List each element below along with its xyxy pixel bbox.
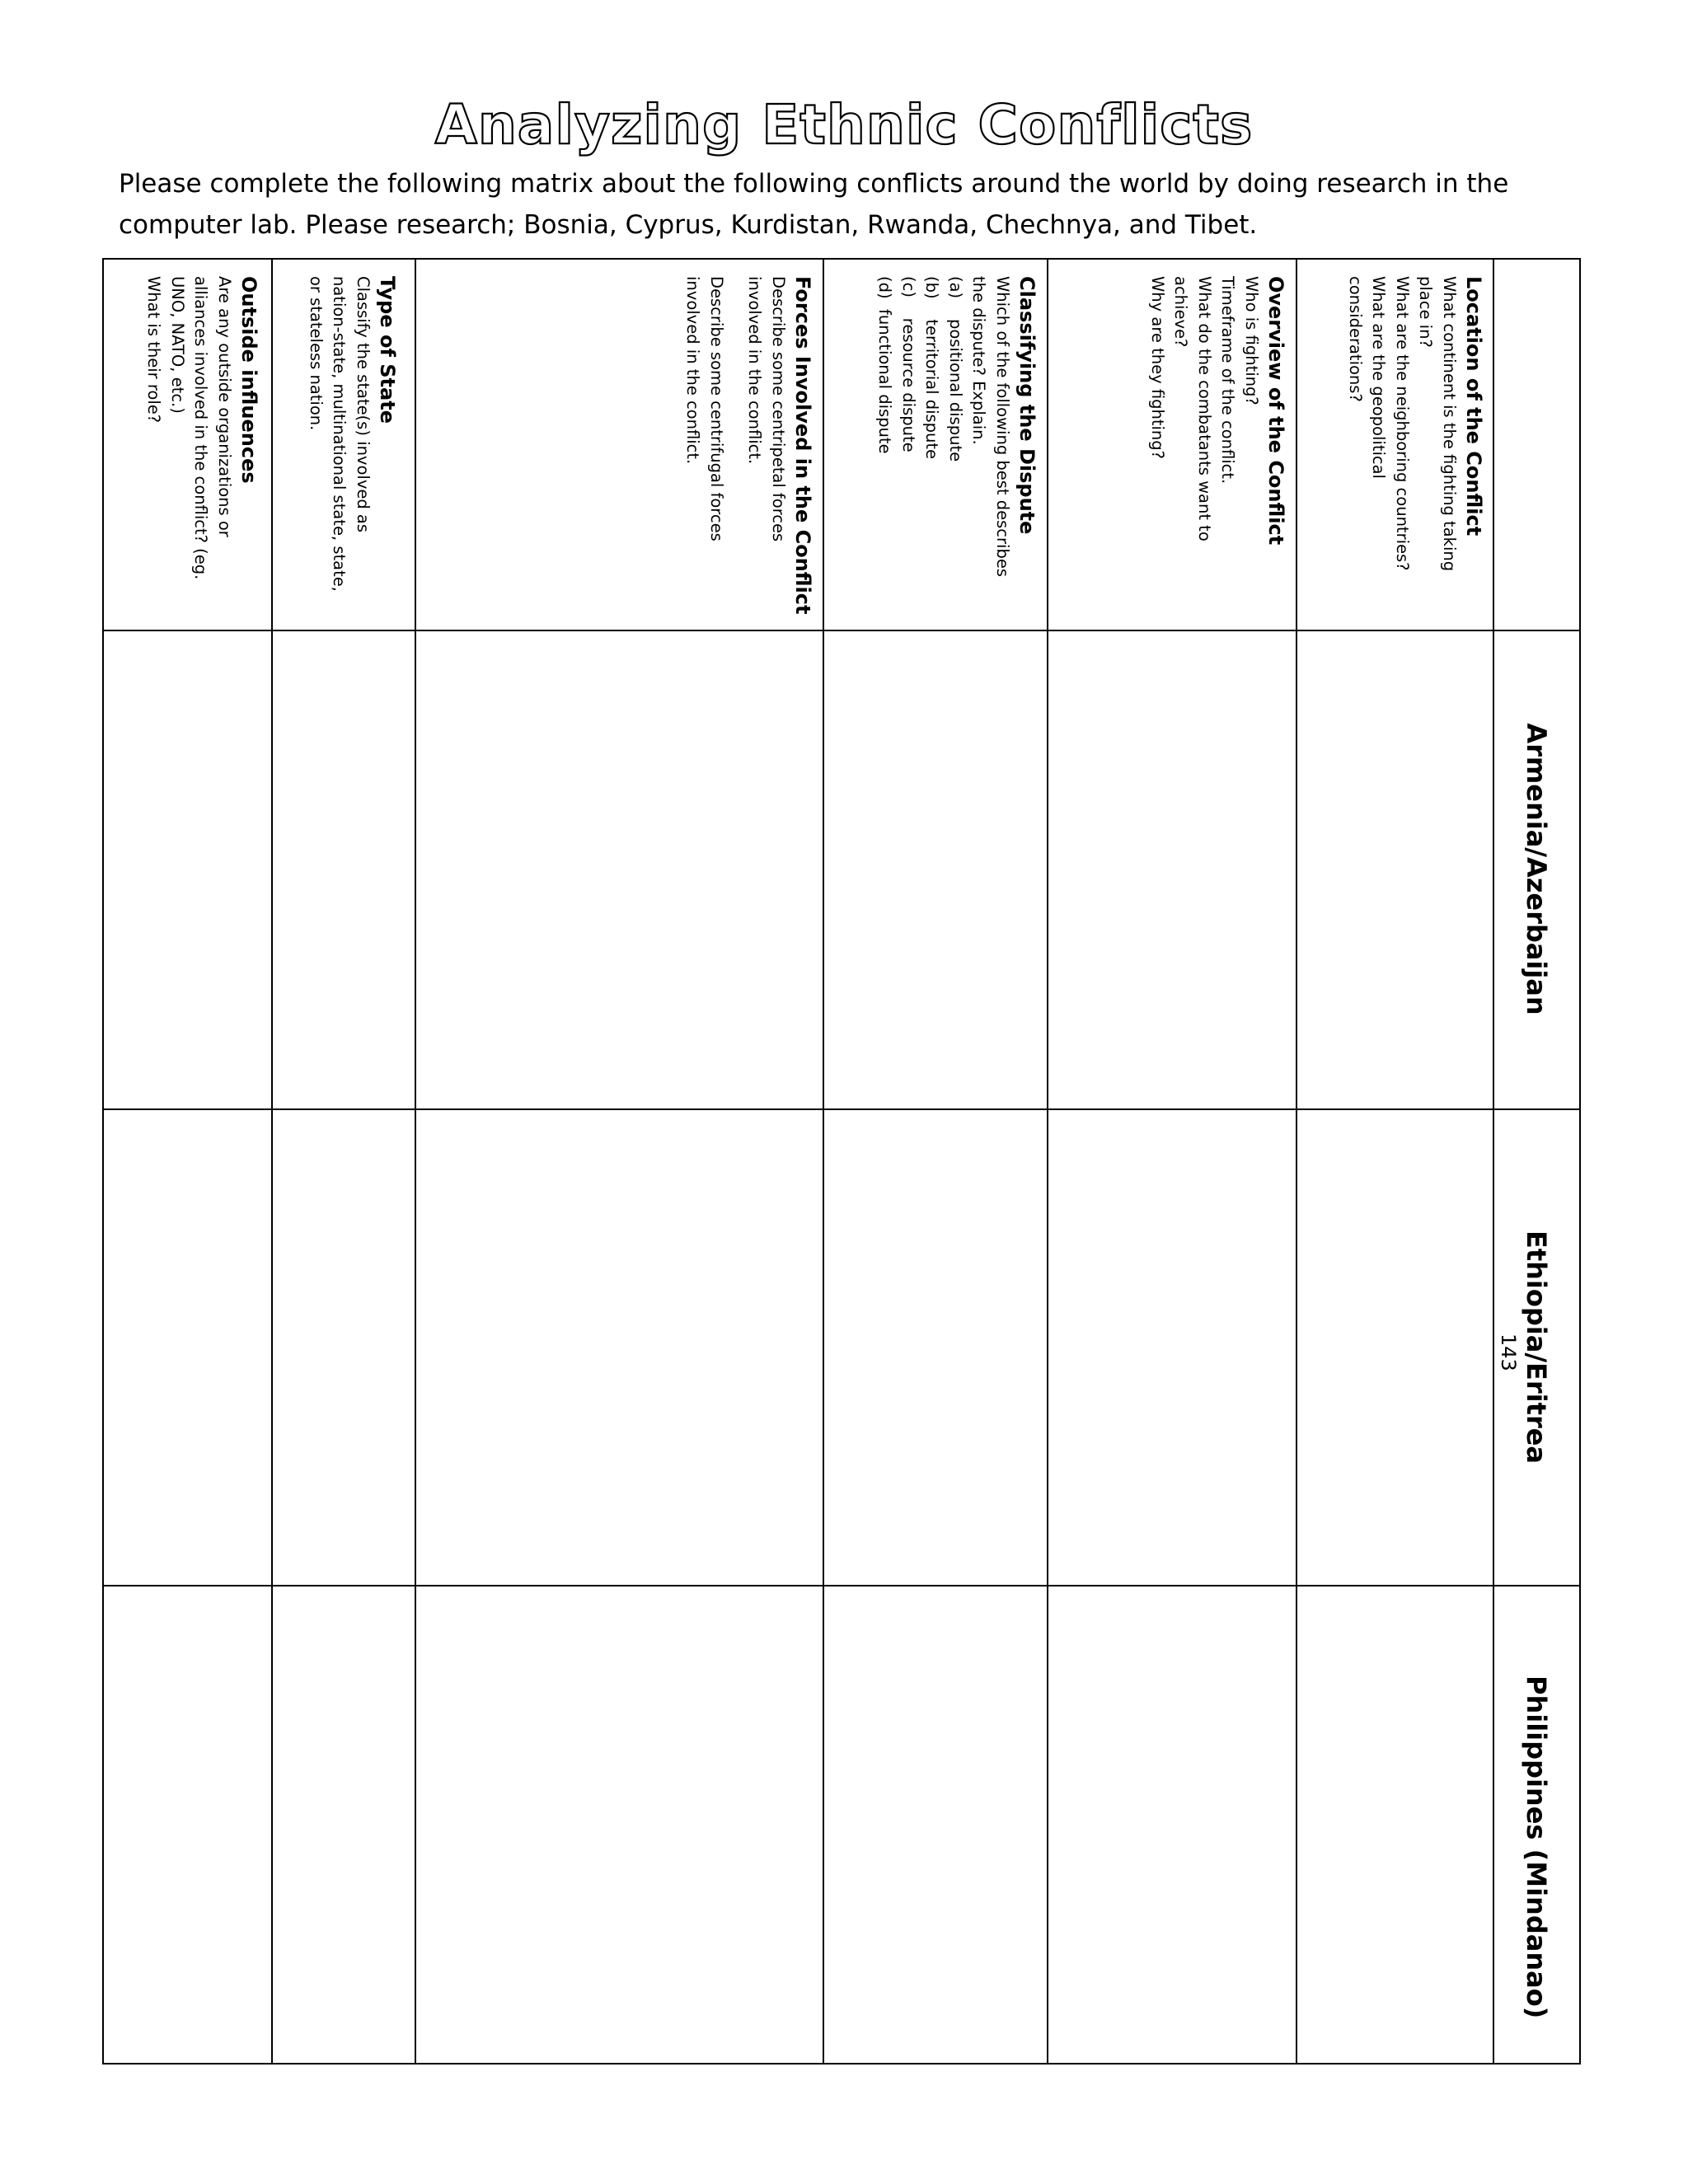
category-prompt-line: Who is fighting? xyxy=(1242,276,1261,405)
category-header-overview xyxy=(1146,276,1290,545)
category-title: Forces Involved in the Conflict xyxy=(791,276,814,615)
category-prompt-line: What do the combatants want to xyxy=(1195,276,1214,541)
category-prompt-line: involved in the conflict. xyxy=(683,276,703,465)
column-divider xyxy=(271,258,273,2064)
category-prompt-line: Are any outside organizations or xyxy=(215,276,234,537)
column-divider xyxy=(1296,258,1297,2064)
category-prompt-line: involved in the conflict. xyxy=(745,276,765,465)
category-option-line: (d) functional dispute xyxy=(875,276,895,454)
country-label-ethiopia-eritrea: Ethiopia/Eritrea xyxy=(1521,1230,1552,1465)
category-prompt-line: What are the neighboring countries? xyxy=(1393,276,1412,571)
category-title: Location of the Conflict xyxy=(1462,276,1485,537)
category-prompt-line: or stateless nation. xyxy=(307,276,326,431)
category-prompt-line: nation-state, multinational state, state, xyxy=(330,276,349,592)
column-divider xyxy=(1047,258,1048,2064)
matrix-border-right xyxy=(1579,258,1581,2064)
category-prompt-line: Why are they fighting? xyxy=(1148,276,1167,460)
row-divider xyxy=(102,630,1581,631)
category-prompt-line: Timeframe of the conflict. xyxy=(1218,276,1238,485)
category-prompt-line: considerations? xyxy=(1346,276,1365,402)
category-prompt-line: place in? xyxy=(1416,276,1436,348)
country-label-philippines-mindanao: Philippines (Mindanao) xyxy=(1521,1675,1552,2019)
category-prompt-line: What continent is the fighting taking xyxy=(1440,276,1459,572)
category-prompt-line: UNO, NATO, etc.) xyxy=(168,276,187,414)
category-title: Overview of the Conflict xyxy=(1264,276,1287,546)
category-prompt-line: Which of the following best describes xyxy=(993,276,1012,577)
category-prompt-line: What is their role? xyxy=(144,276,164,424)
category-header-type-of-state xyxy=(304,276,401,592)
matrix-border-left xyxy=(102,258,104,2064)
worksheet-title: Analyzing Ethnic Conflicts xyxy=(434,93,1254,157)
category-option-line: (a) positional dispute xyxy=(946,276,965,462)
matrix-border-top xyxy=(102,258,1581,260)
category-prompt-line: achieve? xyxy=(1171,276,1191,348)
category-prompt-line: Describe some centripetal forces xyxy=(769,276,788,542)
category-title: Classifying the Dispute xyxy=(1015,276,1039,535)
column-divider xyxy=(415,258,416,2064)
category-prompt-line: the dispute? Explain. xyxy=(969,276,989,445)
category-title: Type of State xyxy=(376,276,399,424)
row-divider xyxy=(102,1108,1581,1110)
category-prompt-line: Classify the state(s) involved as xyxy=(354,276,373,533)
category-prompt-line: Describe some centrifugal forces xyxy=(707,276,726,541)
category-option-line: (b) territorial dispute xyxy=(922,276,942,460)
category-prompt-line: What are the geopolitical xyxy=(1369,276,1389,479)
column-divider xyxy=(823,258,824,2064)
page-number: 143 xyxy=(1497,1333,1520,1371)
category-header-outside-influences xyxy=(142,276,262,579)
category-option-line: (c) resource dispute xyxy=(899,276,918,452)
country-label-armenia-azerbaijan: Armenia/Azerbaijan xyxy=(1521,723,1552,1015)
conflict-matrix xyxy=(102,258,1581,2064)
category-header-classifying xyxy=(873,276,1040,577)
column-divider xyxy=(1493,258,1494,2064)
matrix-border-bottom xyxy=(102,2063,1581,2064)
category-header-location xyxy=(1343,276,1488,571)
category-title: Outside influences xyxy=(237,276,260,484)
category-prompt-line: alliances involved in the conflict? (eg. xyxy=(191,276,211,580)
category-header-forces xyxy=(681,276,816,614)
instructions-paragraph: Please complete the following matrix about the following conflicts around the world by doing research in the computer lab. Please research; Bosnia, Cyprus, Kurdistan, Rwanda, Chechnya, and Tibet. xyxy=(119,169,1509,240)
row-divider xyxy=(102,1585,1581,1586)
